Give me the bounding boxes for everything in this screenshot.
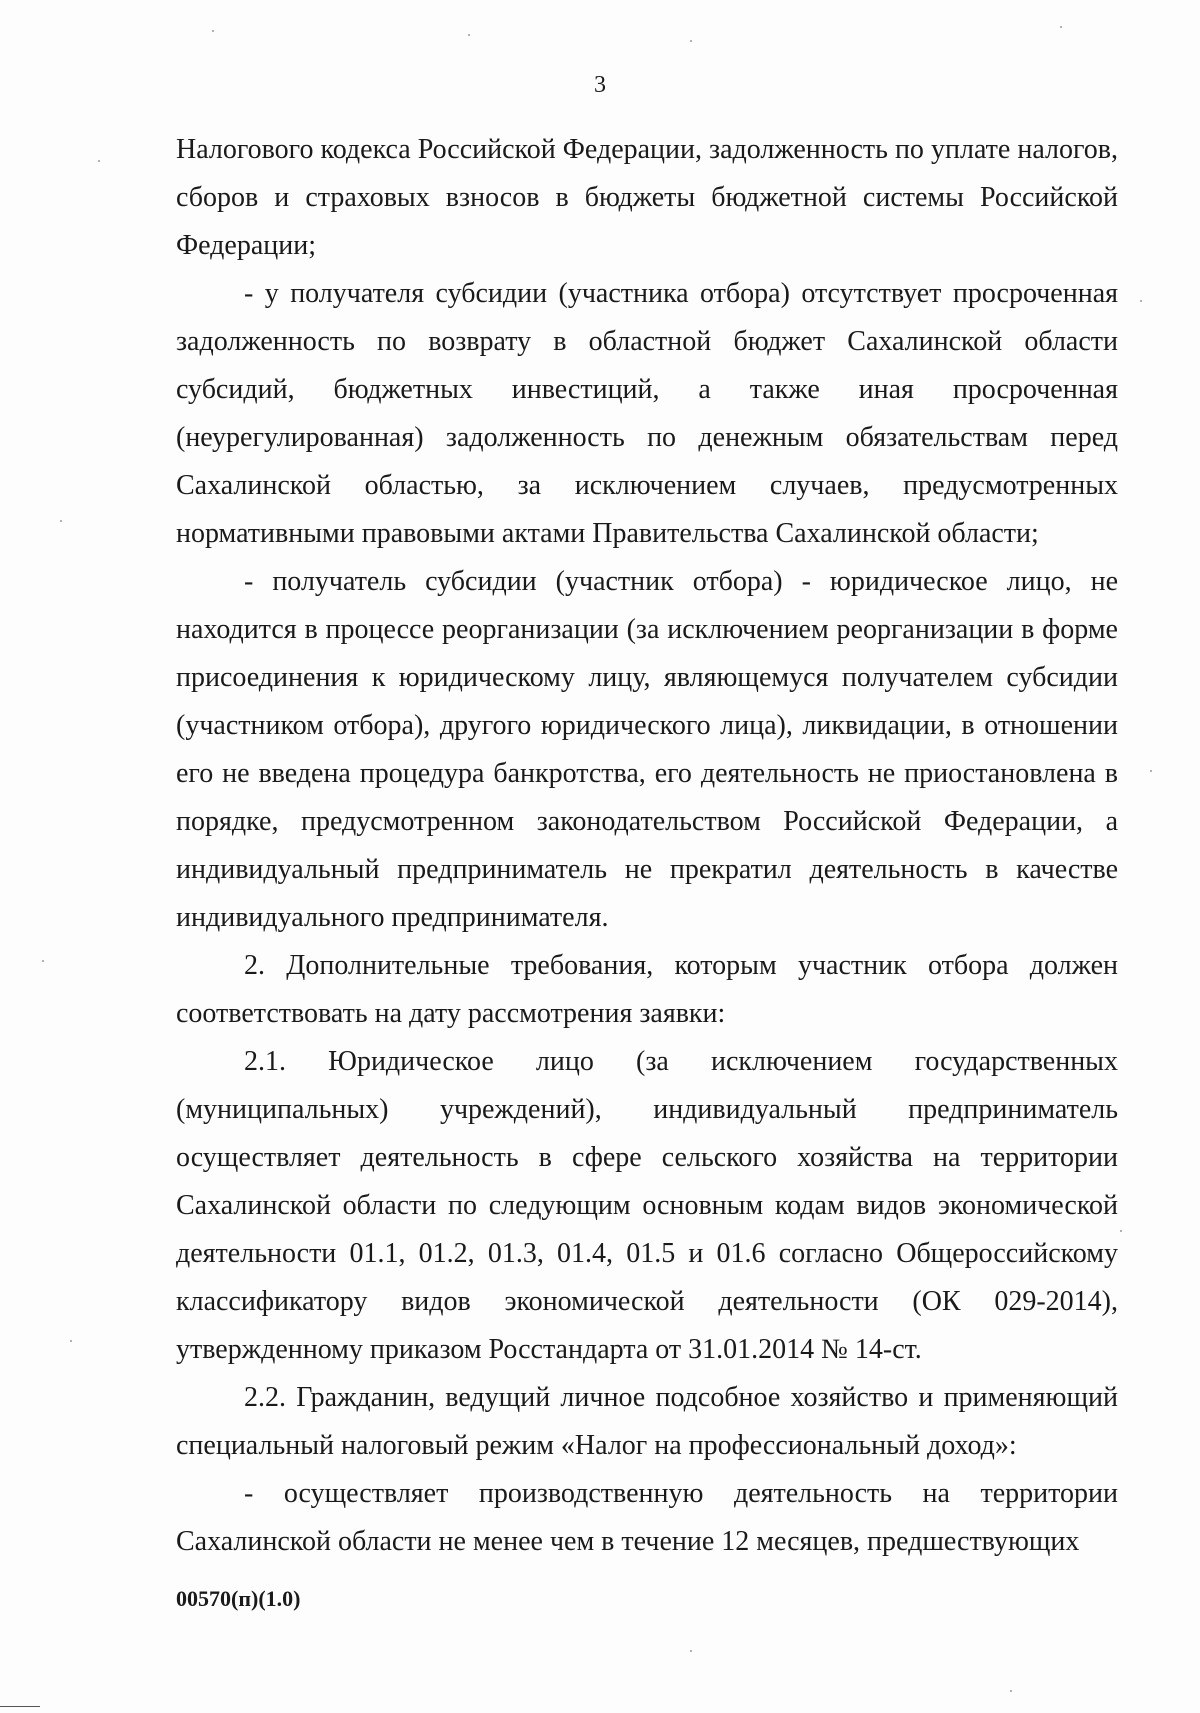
document-code: 00570(п)(1.0): [176, 1586, 301, 1611]
paragraph-2-1: 2.1. Юридическое лицо (за исключением государственных (муниципальных) учреждений), индивидуальный предприниматель осуществляет деятельность в сфере сельского хозяйства на территории Сахалинской области по следующим основным кодам видов экономической деятельности 01.1, 01.2, 01.3, 01.4, 01.5 и 01.6 согласно Общероссийскому классификатору видов экономической деятельности (ОК 029-2014), утвержденному приказом Росстандарта от 31.01.2014 № 14-ст.: [176, 1046, 1118, 1365]
scan-speck: [1010, 1690, 1012, 1692]
paragraph-no-overdue-debt: - у получателя субсидии (участника отбора) отсутствует просроченная задолженность по возврату в областной бюджет Сахалинской области субсидий, бюджетных инвестиций, а также иная просроченная (неурегулированная) задолженность по денежным обязательствам перед Сахалинской областью, за исключением случаев, предусмотренных нормативными правовыми актами Правительства Сахалинской области;: [176, 278, 1118, 549]
page-number: 3: [594, 72, 606, 98]
paragraph-production-activity: - осуществляет производственную деятельность на территории Сахалинской области не менее чем в течение 12 месяцев, предшествующих: [176, 1478, 1118, 1557]
scan-speck: [690, 1650, 692, 1652]
scan-speck: [70, 1340, 72, 1342]
scan-speck: [1140, 300, 1142, 302]
paragraph-no-reorganization: - получатель субсидии (участник отбора) - юридическое лицо, не находится в процессе реорганизации (за исключением реорганизации в форме присоединения к юридическому лицу, являющемуся получателем субсидии (участником отбора), другого юридического лица), ликвидации, в отношении его не введена процедура банкротства, его деятельность не приостановлена в порядке, предусмотренном законодательством Российской Федерации, а индивидуальный предприниматель не прекратил деятельность в качестве индивидуального предпринимателя.: [176, 566, 1118, 933]
scan-edge-line: [0, 1706, 40, 1707]
scan-speck: [60, 520, 62, 522]
scan-speck: [1150, 770, 1152, 772]
scan-speck: [1060, 26, 1062, 28]
paragraph-2-2: 2.2. Гражданин, ведущий личное подсобное хозяйство и применяющий специальный налоговый режим «Налог на профессиональный доход»:: [176, 1382, 1118, 1461]
scan-speck: [212, 30, 214, 32]
paragraph-tax-debt: Налогового кодекса Российской Федерации, задолженность по уплате налогов, сборов и страховых взносов в бюджеты бюджетной системы Российской Федерации;: [176, 134, 1118, 261]
scan-speck: [1120, 1230, 1122, 1232]
paragraph-additional-requirements: 2. Дополнительные требования, которым участник отбора должен соответствовать на дату рассмотрения заявки:: [176, 950, 1118, 1029]
scan-speck: [468, 34, 470, 36]
scan-speck: [98, 160, 100, 162]
scan-speck: [690, 40, 692, 42]
scan-speck: [42, 960, 44, 962]
document-body: [176, 126, 1118, 1566]
